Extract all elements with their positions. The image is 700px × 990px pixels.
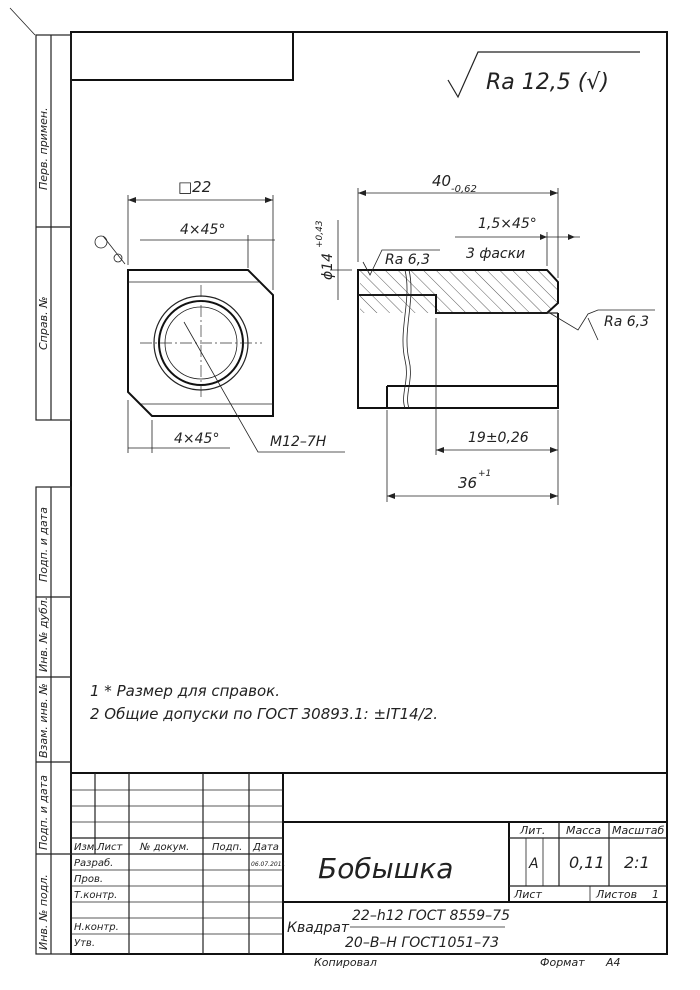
left-view — [95, 178, 345, 453]
role-razrab: Разраб. — [74, 858, 114, 869]
chamfer-text: 1,5×45° — [478, 216, 537, 232]
label-sprav: Справ. № — [37, 296, 50, 350]
hole-depth-text: 36 — [458, 474, 478, 492]
note-1: 1 * Размер для справок. — [90, 682, 280, 700]
label-inv-dubl: Инв. № дубл. — [37, 596, 50, 672]
title-block — [71, 773, 667, 954]
header-izm: Изм. — [74, 842, 98, 853]
drawing-frame — [71, 32, 667, 954]
section-hatch — [360, 270, 557, 313]
lit-label: Лит. — [520, 824, 546, 837]
massa-value: 0,11 — [569, 853, 605, 872]
square-dim-text: □22 — [178, 178, 212, 196]
general-roughness-text: Ra 12,5 (√) — [486, 70, 609, 95]
masshtab-label: Масштаб — [612, 824, 665, 837]
header-data: Дата — [253, 842, 279, 853]
technical-notes — [90, 682, 438, 723]
label-perv-primen: Перв. примен. — [37, 107, 50, 190]
label-inv-podl: Инв. № подл. — [37, 874, 50, 950]
note-2: 2 Общие допуски по ГОСТ 30893.1: ±IT14/2. — [90, 705, 439, 723]
general-roughness — [448, 52, 640, 97]
label-vzam-inv: Взам. инв. № — [37, 683, 50, 758]
length-text: 40 — [432, 172, 452, 190]
chamfer-bottom-text: 4×45° — [174, 431, 220, 447]
thread-depth-text: 19±0,26 — [468, 430, 529, 446]
header-podp: Подп. — [212, 842, 243, 853]
thread-roughness-text: Ra 6,3 — [604, 314, 650, 330]
role-prov: Пров. — [74, 874, 104, 885]
role-nkontr: Н.контр. — [74, 922, 119, 933]
side-strip — [36, 35, 71, 954]
kopiroval-label: Копировал — [314, 956, 377, 969]
diameter-text: ϕ14 — [320, 252, 336, 280]
masshtab-value: 2:1 — [624, 853, 650, 872]
material-line1: 22–h12 ГОСТ 8559–75 — [352, 908, 510, 924]
label-podp-data-1: Подп. и дата — [37, 507, 50, 582]
material-prefix: Квадрат — [287, 920, 350, 936]
material-line2: 20–В–Н ГОСТ1051–73 — [345, 935, 499, 951]
length-tol-text: -0,62 — [451, 184, 477, 195]
section-view — [315, 172, 655, 505]
role-tkontr: Т.контр. — [74, 890, 118, 901]
listov-value: 1 — [652, 888, 659, 901]
format-label: Формат — [540, 956, 585, 969]
massa-label: Масса — [566, 824, 602, 837]
corner-mark — [10, 8, 35, 35]
label-podp-data-2: Подп. и дата — [37, 775, 50, 850]
chamfer-note-text: 3 фаски — [466, 246, 526, 262]
thread-text: M12–7H — [270, 434, 327, 450]
projection-symbol — [95, 236, 107, 248]
format-value: А4 — [606, 956, 621, 969]
face-roughness-text: Ra 6,3 — [385, 252, 431, 268]
date-value: 06.07.2011 — [251, 861, 286, 868]
hole-depth-tol-text: +1 — [478, 469, 492, 479]
lit-value: А — [529, 856, 539, 872]
header-list: Лист — [97, 842, 123, 853]
listov-label: Листов — [596, 888, 638, 901]
header-dokum: № докум. — [140, 842, 190, 853]
diameter-tol-text: +0,43 — [315, 220, 325, 248]
chamfer-top-text: 4×45° — [180, 222, 226, 238]
part-name: Бобышка — [318, 852, 454, 885]
role-utv: Утв. — [74, 938, 95, 949]
designation-box — [71, 32, 293, 80]
list-label: Лист — [514, 888, 542, 901]
